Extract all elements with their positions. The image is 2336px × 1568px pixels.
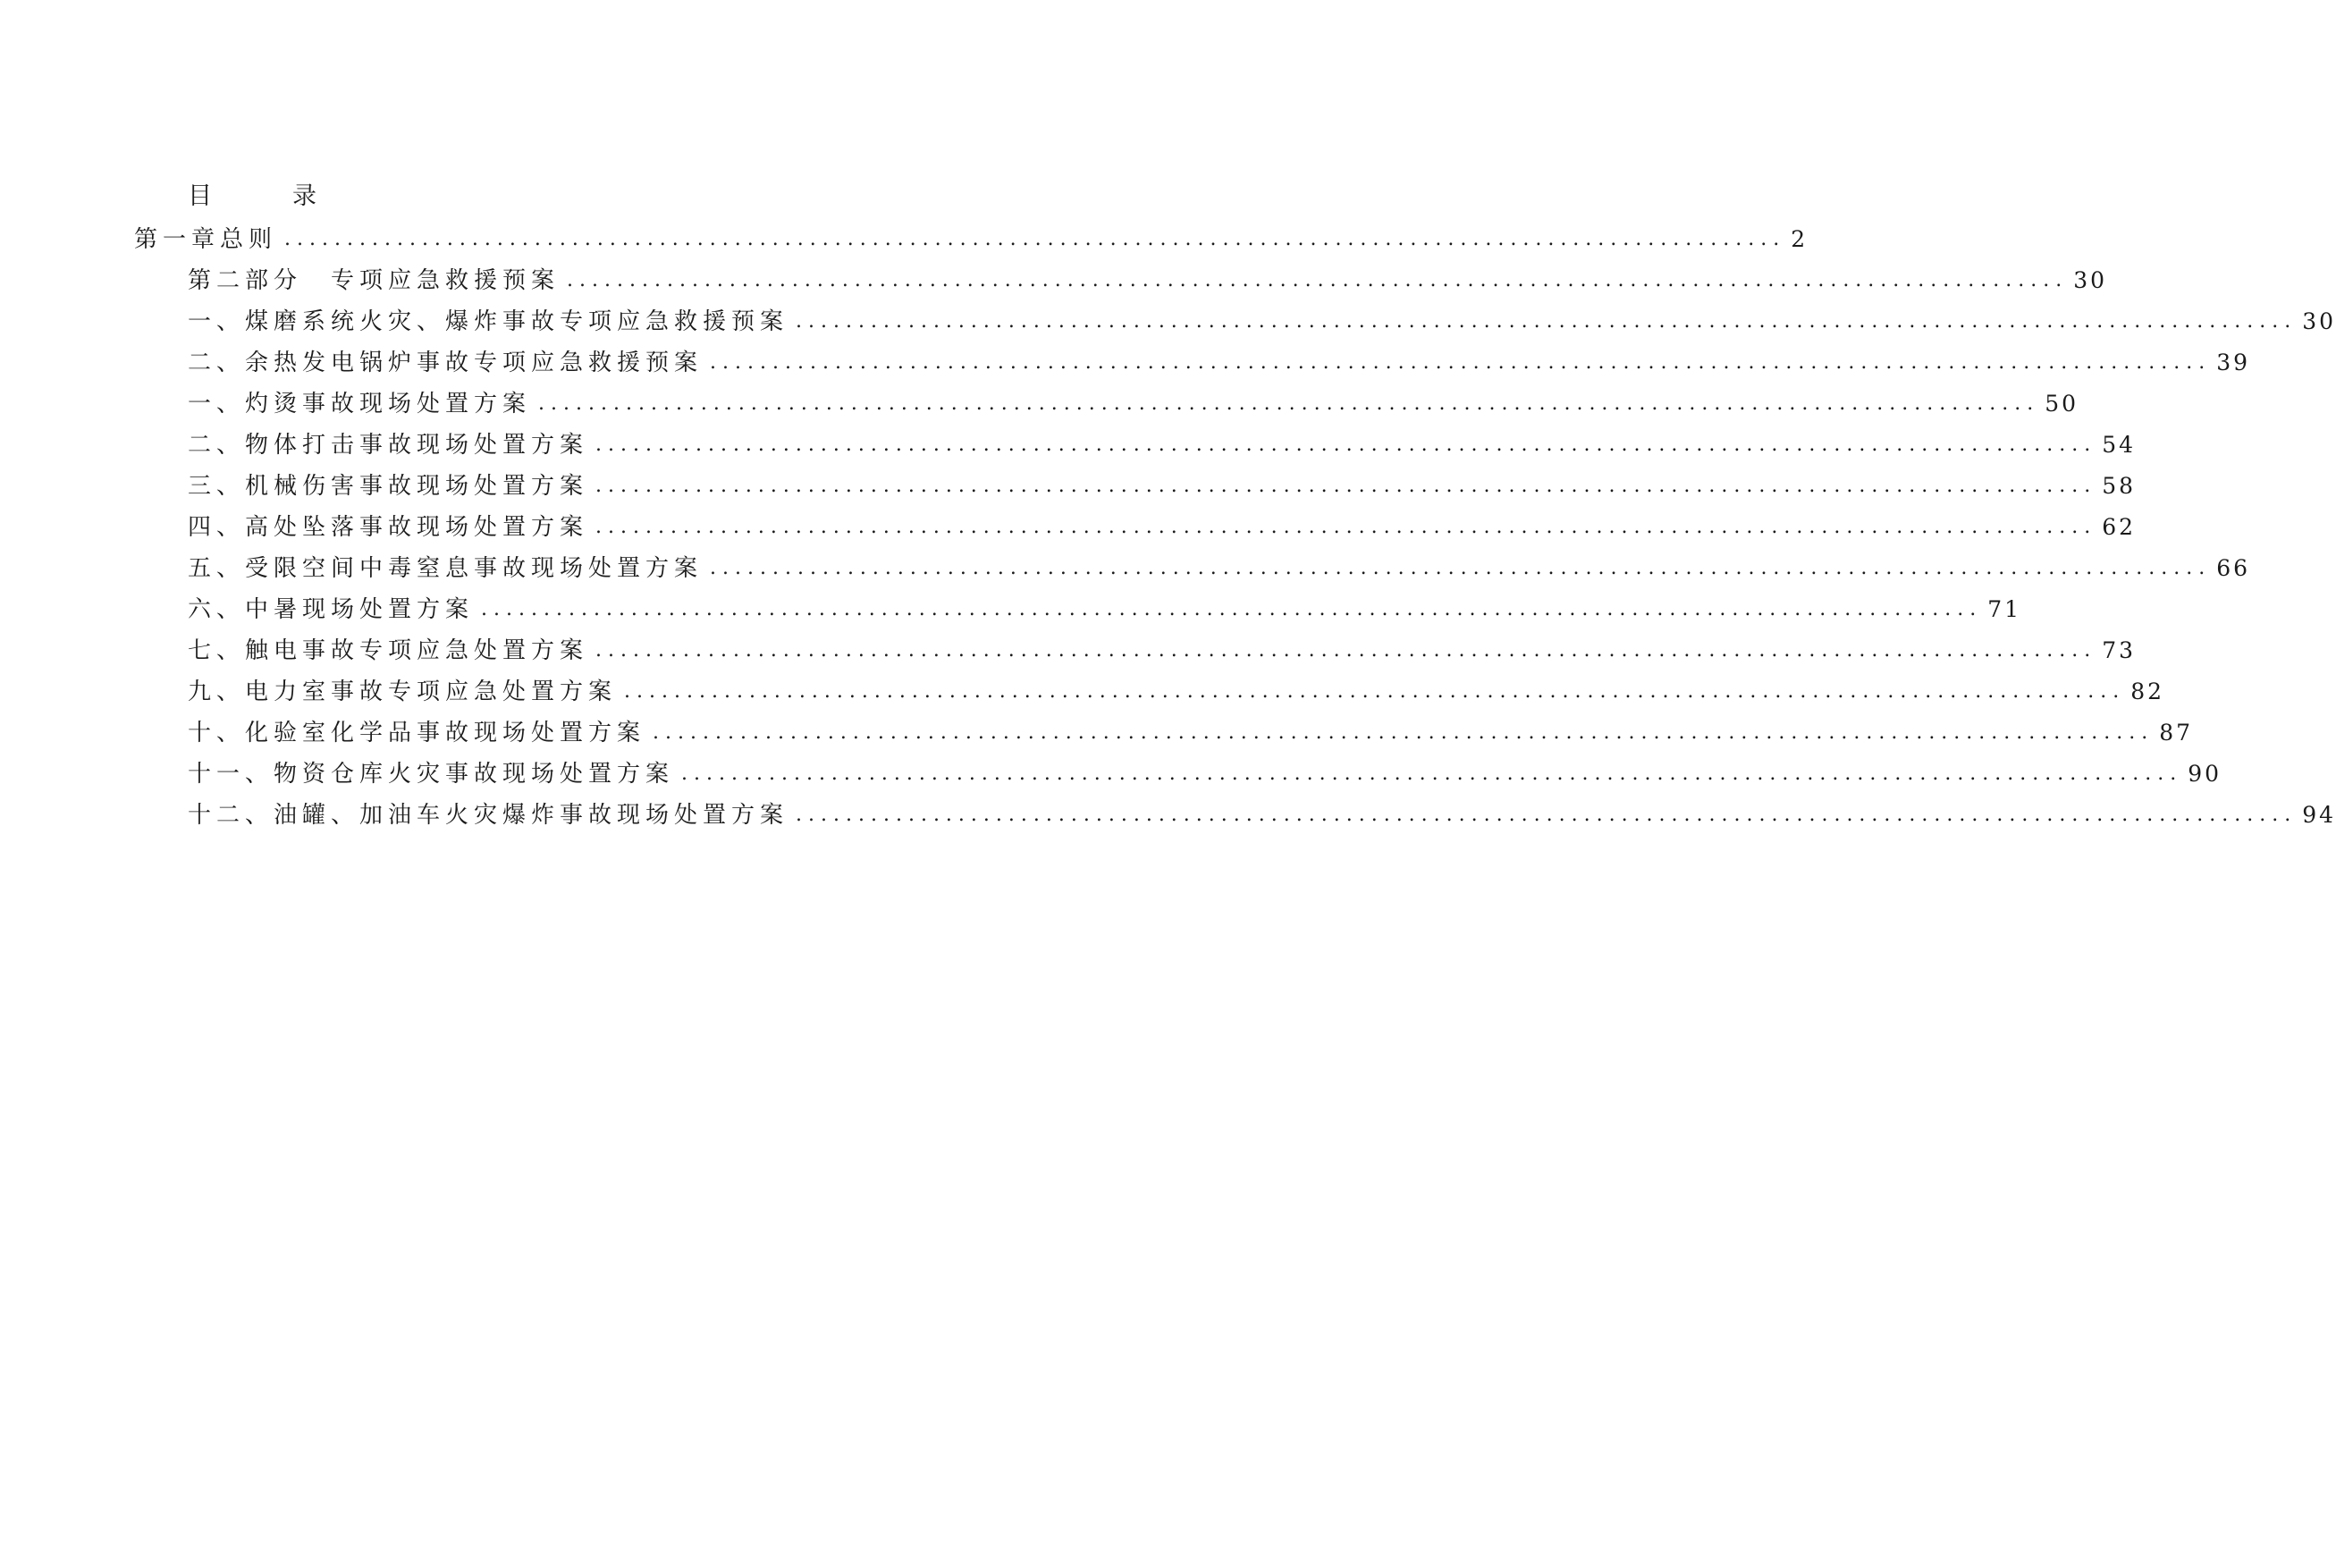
toc-leader-dots: ........................................................................................................................ <box>710 351 2212 374</box>
toc-entry[interactable] <box>188 674 2165 710</box>
toc-leader-dots: ........................................................................................................................ <box>595 639 2097 662</box>
toc-entry-label: 三、机械伤害事故现场处置方案 <box>188 473 589 500</box>
toc-entry-page: 50 <box>2045 391 2079 417</box>
toc-entry[interactable] <box>188 633 2137 669</box>
toc-leader-dots: ........................................................................................................................ <box>653 721 2155 744</box>
toc-entry[interactable] <box>188 304 2336 340</box>
toc-entry[interactable] <box>188 797 2336 833</box>
toc-entry[interactable] <box>188 345 2251 381</box>
toc-entry-page: 58 <box>2102 473 2137 499</box>
toc-entry-label: 七、触电事故专项应急处置方案 <box>188 637 589 664</box>
toc-entry-label: 九、电力室事故专项应急处置方案 <box>188 679 618 705</box>
toc-entry-page: 87 <box>2159 720 2194 746</box>
toc-entry-label: 十二、油罐、加油车火灾爆炸事故现场处置方案 <box>188 802 789 829</box>
toc-entry[interactable] <box>188 468 2137 504</box>
toc-title-left: 目 <box>188 182 214 210</box>
toc-title-right: 录 <box>292 182 318 210</box>
toc-entry-label: 十一、物资仓库火灾事故现场处置方案 <box>188 761 675 788</box>
toc-entry-label: 四、高处坠落事故现场处置方案 <box>188 514 589 541</box>
toc-entry[interactable] <box>188 510 2137 545</box>
toc-leader-dots: ........................................................................................................................ <box>796 310 2298 333</box>
toc-entry-page: 82 <box>2130 679 2165 704</box>
toc-entry-page: 71 <box>1987 596 2022 622</box>
toc-entry[interactable] <box>188 715 2194 751</box>
toc-entry-label: 五、受限空间中毒窒息事故现场处置方案 <box>188 555 704 582</box>
toc-title <box>188 179 318 215</box>
toc-entry-page: 54 <box>2102 432 2137 458</box>
toc-entry[interactable] <box>134 222 1809 257</box>
toc-leader-dots: ........................................................................................................................ <box>595 516 2097 538</box>
toc-entry-label: 第二部分 专项应急救援预案 <box>188 267 561 294</box>
toc-entry-page: 90 <box>2188 761 2222 787</box>
toc-leader-dots: ........................................................................................................................ <box>796 804 2298 826</box>
toc-entry-page: 2 <box>1791 226 1809 252</box>
toc-leader-dots: ........................................................................................................................ <box>681 763 2183 785</box>
toc-entry[interactable] <box>188 386 2079 422</box>
toc-leader-dots: ........................................................................................................................ <box>595 475 2097 497</box>
toc-entry-label: 二、余热发电锅炉事故专项应急救援预案 <box>188 350 704 376</box>
toc-entry-page: 39 <box>2216 350 2251 375</box>
toc-entry-page: 62 <box>2102 514 2137 540</box>
toc-leader-dots: ........................................................................................................................ <box>284 228 1786 250</box>
toc-entry[interactable] <box>188 263 2108 299</box>
toc-entry[interactable] <box>188 551 2251 586</box>
toc-leader-dots: ........................................................................................................................ <box>624 680 2126 703</box>
toc-entry-label: 十、化验室化学品事故现场处置方案 <box>188 720 646 746</box>
toc-entry-page: 30 <box>2073 267 2108 293</box>
toc-entry-label: 第一章总则 <box>134 226 278 253</box>
toc-leader-dots: ........................................................................................................................ <box>710 557 2212 579</box>
toc-entry[interactable] <box>188 592 2022 628</box>
toc-entry-label: 一、灼烫事故现场处置方案 <box>188 391 532 417</box>
toc-entry-label: 六、中暑现场处置方案 <box>188 596 475 623</box>
toc-entry-label: 二、物体打击事故现场处置方案 <box>188 432 589 459</box>
toc-entry-page: 73 <box>2102 637 2137 663</box>
toc-leader-dots: ........................................................................................................................ <box>538 392 2040 415</box>
toc-entry-page: 66 <box>2216 555 2251 581</box>
toc-leader-dots: ........................................................................................................................ <box>481 598 1983 620</box>
toc-leader-dots: ........................................................................................................................ <box>595 434 2097 456</box>
toc-entry[interactable] <box>188 756 2222 792</box>
toc-entry-page: 30 <box>2302 308 2336 334</box>
toc-entry-label: 一、煤磨系统火灾、爆炸事故专项应急救援预案 <box>188 308 789 335</box>
toc-entry[interactable] <box>188 427 2137 463</box>
toc-entry-page: 94 <box>2302 802 2336 828</box>
toc-leader-dots: ........................................................................................................................ <box>567 269 2069 291</box>
